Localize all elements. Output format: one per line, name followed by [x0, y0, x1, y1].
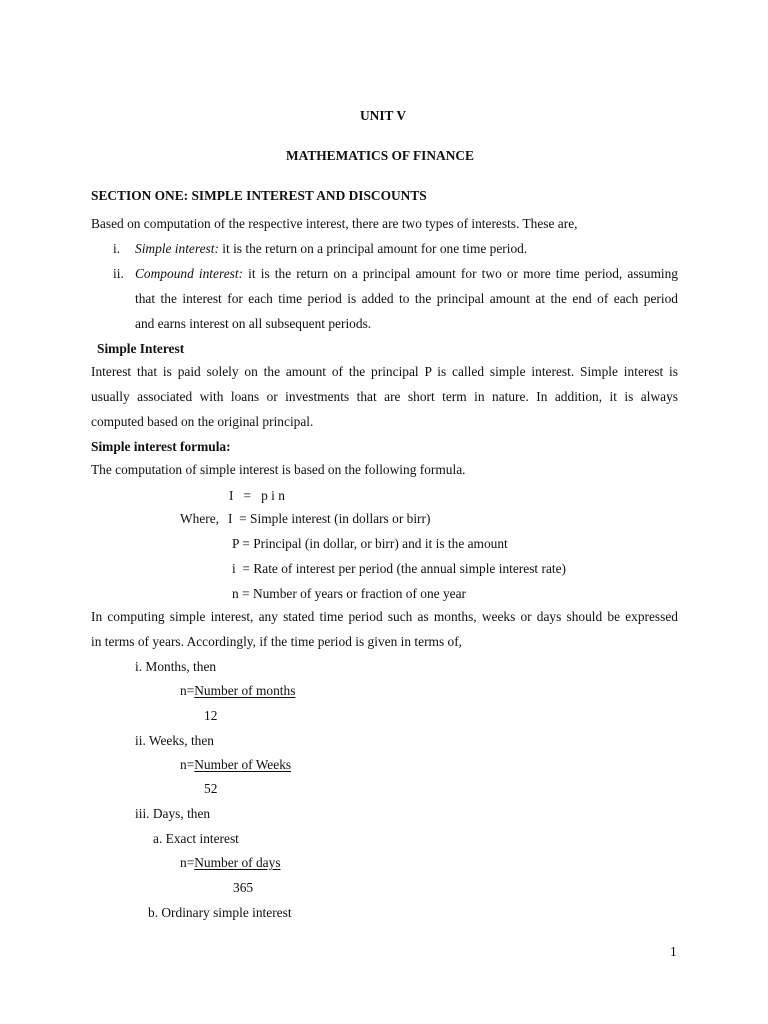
days-formula	[180, 855, 281, 871]
fraction-denominator: 12	[204, 708, 218, 723]
definition-text: it is the return on a principal amount for one time period.	[222, 241, 528, 256]
definition-text: that the interest for each time period is added to the principal amount at the end of each period	[135, 291, 678, 306]
definition-principal: P = Principal (in dollar, or birr) and it is the amount	[232, 536, 508, 551]
list-marker: i.	[113, 241, 121, 256]
definition-interest: I = Simple interest (in dollars or birr)	[228, 511, 431, 526]
term-simple-interest: Simple interest:	[135, 241, 219, 256]
paragraph-line: computed based on the original principal.	[91, 414, 314, 429]
paragraph-line: Interest that is paid solely on the amount of the principal P is called simple interest. Simple interest is	[91, 364, 678, 379]
case-months-label: i. Months, then	[135, 659, 217, 674]
list-item-simple-interest	[135, 241, 527, 257]
subject-title: MATHEMATICS OF FINANCE	[286, 148, 474, 163]
page-number: 1	[670, 944, 677, 959]
weeks-formula	[180, 757, 291, 773]
formula-heading: Simple interest formula:	[91, 439, 231, 454]
fraction-numerator: Number of days	[194, 855, 281, 870]
paragraph-line: usually associated with loans or investments that are short term in nature. In addition, it is always	[91, 389, 678, 404]
case-days-label: iii. Days, then	[135, 806, 211, 821]
where-label: Where,	[180, 511, 220, 526]
unit-title: UNIT V	[360, 108, 407, 123]
fraction-denominator: 52	[204, 781, 218, 796]
paragraph-line: in terms of years. Accordingly, if the time period is given in terms of,	[91, 634, 463, 649]
fraction-numerator: Number of Weeks	[194, 757, 292, 772]
paragraph-line: In computing simple interest, any stated time period such as months, weeks or days should be expressed	[91, 609, 678, 624]
definition-time: n = Number of years or fraction of one year	[232, 586, 466, 601]
formula-intro: The computation of simple interest is based on the following formula.	[91, 462, 466, 477]
case-ordinary-interest-label: b. Ordinary simple interest	[148, 905, 292, 920]
list-item-compound-interest	[135, 266, 678, 282]
n-prefix: n=	[180, 855, 195, 870]
term-compound-interest: Compound interest:	[135, 266, 244, 281]
section-heading: SECTION ONE: SIMPLE INTEREST AND DISCOUNTS	[91, 188, 427, 203]
simple-interest-heading: Simple Interest	[97, 341, 185, 356]
definition-text: it is the return on a principal amount for two or more time period, assuming	[248, 266, 678, 281]
fraction-denominator: 365	[233, 880, 254, 895]
formula: I = p i n	[229, 488, 285, 503]
definition-rate: i = Rate of interest per period (the annual simple interest rate)	[232, 561, 567, 576]
n-prefix: n=	[180, 757, 195, 772]
case-weeks-label: ii. Weeks, then	[135, 733, 215, 748]
months-formula	[180, 683, 295, 699]
definition-text: and earns interest on all subsequent periods.	[135, 316, 372, 331]
list-marker: ii.	[113, 266, 124, 281]
intro-text: Based on computation of the respective interest, there are two types of interests. These are,	[91, 216, 578, 231]
fraction-numerator: Number of months	[194, 683, 296, 698]
n-prefix: n=	[180, 683, 195, 698]
case-exact-interest-label: a. Exact interest	[153, 831, 239, 846]
